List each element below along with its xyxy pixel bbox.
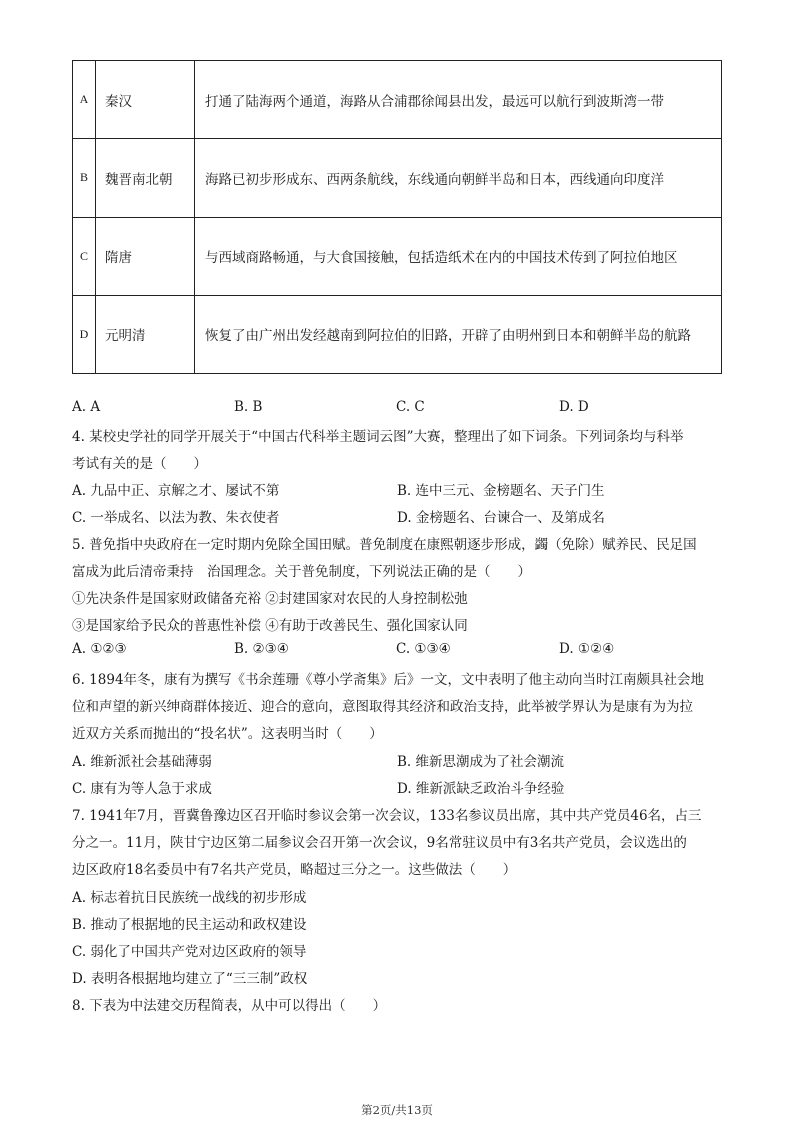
q4-choice-a: A. 九品中正、京解之才、屡试不第 [72, 483, 280, 499]
row-description: 与西域商路畅通，与大食国接触，包括造纸术在内的中国技术传到了阿拉伯地区 [195, 217, 722, 295]
q5-choice-b: B. ②③④ [234, 641, 289, 657]
row-era: 元明清 [96, 295, 195, 373]
q5-choice-c: C. ①③④ [396, 641, 451, 657]
q4-stem-line: 4. 某校史学社的同学开展关于“中国古代科举主题词云图”大赛，整理出了如下词条。下列词条均与科举 [72, 429, 684, 445]
q7-stem-line: 分之一。11月，陕甘宁边区第二届参议会召开第一次会议，9名常驻议员中有3名共产党员，会议选出的 [72, 835, 687, 851]
q6-choice-b: B. 维新思潮成为了社会潮流 [397, 754, 565, 770]
q8-stem-line: 8. 下表为中法建交历程简表，从中可以得出（ ） [72, 998, 387, 1014]
q6-choice-d: D. 维新派缺乏政治斗争经验 [397, 781, 565, 797]
table-row [73, 61, 722, 139]
q5-stem-line: 富成为此后清帝秉持 治国理念。关于普免制度，下列说法正确的是（ ） [72, 564, 531, 580]
options-table [72, 60, 722, 374]
q6-stem-line: 近双方关系而抛出的“投名状”。这表明当时（ ） [72, 726, 383, 742]
q3-choice-a: A. A [72, 399, 101, 415]
q7-choice-b: B. 推动了根据地的民主运动和政权建设 [72, 917, 307, 933]
row-letter: D [73, 295, 96, 373]
q5-choice-d: D. ①②④ [559, 641, 615, 657]
q7-choice-a: A. 标志着抗日民族统一战线的初步形成 [72, 890, 307, 906]
q5-stem-line: 5. 普免指中央政府在一定时期内免除全国田赋。普免制度在康熙朝逐步形成，蠲（免除）赋养民、民足国 [72, 537, 697, 553]
table-row [73, 295, 722, 373]
q5-statement: ③是国家给予民众的普惠性补偿 ④有助于改善民生、强化国家认同 [72, 618, 468, 634]
q7-choice-d: D. 表明各根据地均建立了“三三制”政权 [72, 971, 308, 987]
q4-choice-d: D. 金榜题名、台谏合一、及第成名 [397, 510, 605, 526]
q5-statement: ①先决条件是国家财政储备充裕 ②封建国家对农民的人身控制松弛 [72, 591, 468, 607]
q6-stem-line: 6. 1894年冬，康有为撰写《书余莲珊《尊小学斋集》后》一文，文中表明了他主动向当时江南颇具社会地 [72, 672, 705, 688]
row-letter: C [73, 217, 96, 295]
q3-choice-d: D. D [559, 399, 589, 415]
row-era: 魏晋南北朝 [96, 139, 195, 217]
row-description: 恢复了由广州出发经越南到阿拉伯的旧路，开辟了由明州到日本和朝鲜半岛的航路 [195, 295, 722, 373]
q4-choice-b: B. 连中三元、金榜题名、天子门生 [397, 483, 605, 499]
q4-choice-c: C. 一举成名、以法为教、朱衣使者 [72, 510, 280, 526]
q4-stem-line: 考试有关的是（ ） [72, 456, 207, 472]
row-letter: A [73, 61, 96, 139]
q7-stem-line: 7. 1941年7月，晋冀鲁豫边区召开临时参议会第一次会议，133名参议员出席，其中共产党员46名，占三 [72, 808, 702, 824]
table-row [73, 217, 722, 295]
q6-choice-a: A. 维新派社会基础薄弱 [72, 754, 212, 770]
row-description: 打通了陆海两个通道，海路从合浦郡徐闻县出发，最远可以航行到波斯湾一带 [195, 61, 722, 139]
q3-choice-b: B. B [234, 399, 263, 415]
q6-stem-line: 位和声望的新兴绅商群体接近、迎合的意向，意图取得其经济和政治支持，此举被学界认为是康有为为拉 [72, 699, 693, 715]
row-era: 秦汉 [96, 61, 195, 139]
q5-choice-a: A. ①②③ [72, 641, 127, 657]
table-row [73, 139, 722, 217]
row-description: 海路已初步形成东、西两条航线，东线通向朝鲜半岛和日本，西线通向印度洋 [195, 139, 722, 217]
q7-choice-c: C. 弱化了中国共产党对边区政府的领导 [72, 944, 307, 960]
page-footer: 第2页/共13页 [361, 1103, 433, 1117]
q3-choice-c: C. C [396, 399, 425, 415]
row-era: 隋唐 [96, 217, 195, 295]
row-letter: B [73, 139, 96, 217]
q7-stem-line: 边区政府18名委员中有7名共产党员，略超过三分之一。这些做法（ ） [72, 862, 517, 878]
q6-choice-c: C. 康有为等人急于求成 [72, 781, 212, 797]
